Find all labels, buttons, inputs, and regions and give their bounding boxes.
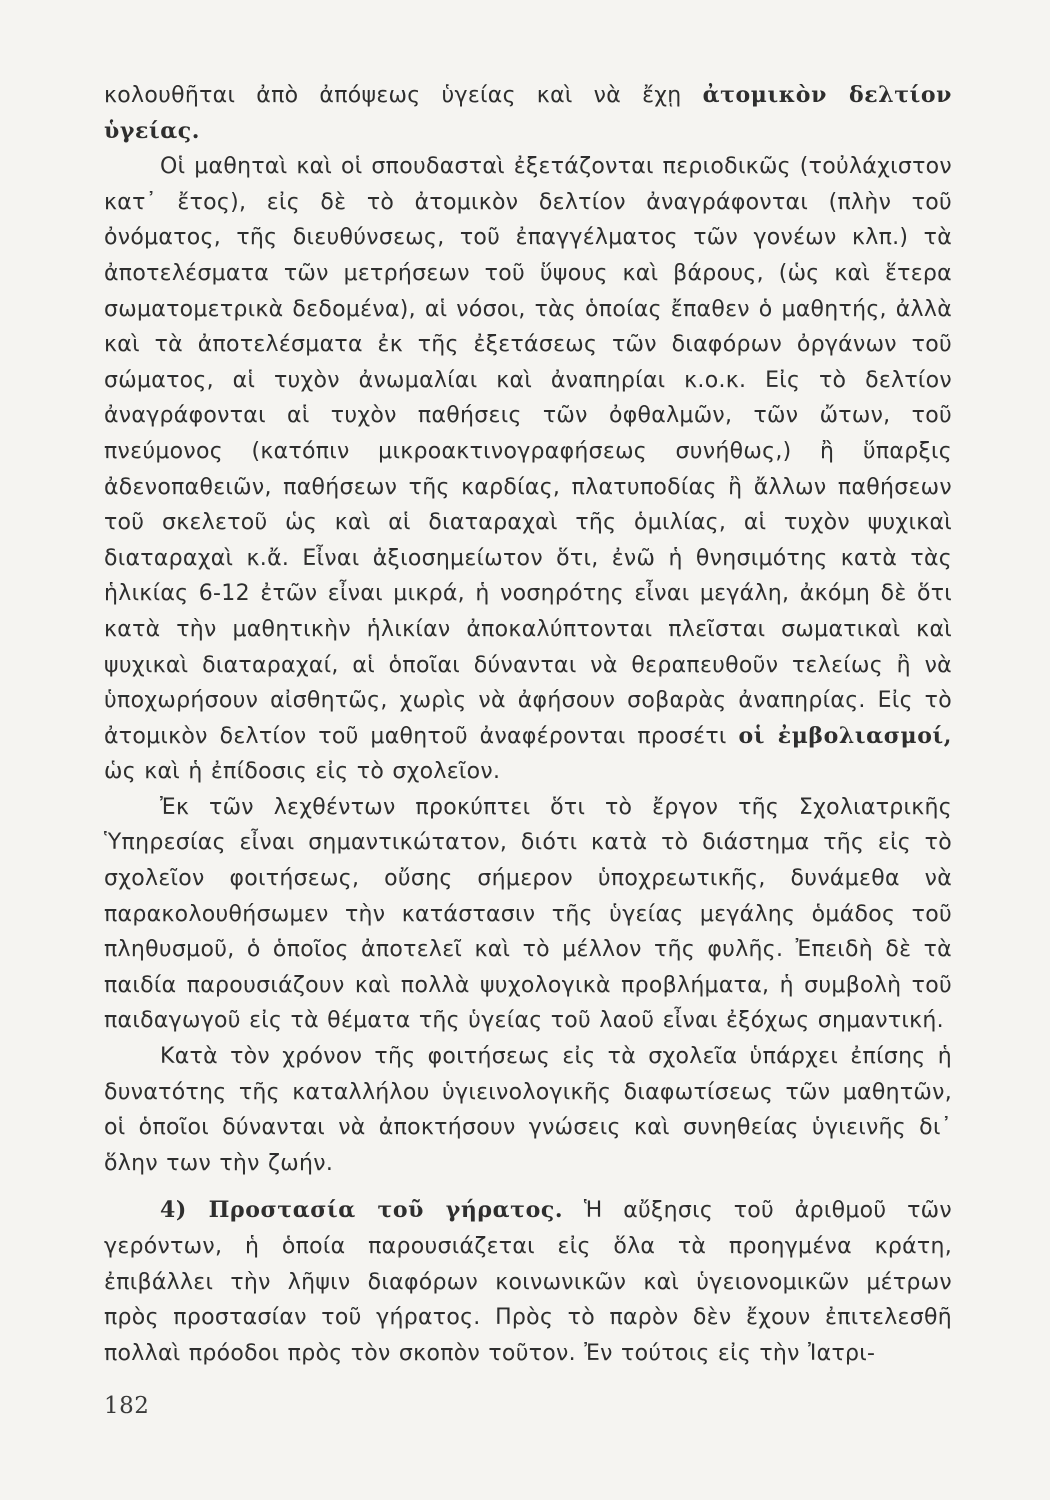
text-run: Οἱ μαθηταὶ καὶ οἱ σπουδασταὶ ἐξετάζονται περιοδικῶς (τοὐλάχιστον κατ᾽ ἔτος), εἰς δὲ τὸ ἀτομικὸν δελτίον ἀναγράφονται (πλὴν τοῦ ὀνόματος, τῆς διευθύνσεως, τοῦ ἐπαγγέλματος τῶν γονέων κλπ.) τὰ ἀποτελέσματα τῶν μετρήσεων τοῦ ὕψους καὶ βάρους, (ὡς καὶ ἕτερα σωματομετρικὰ δεδομένα), αἱ νόσοι, τὰς ὁποίας ἔπαθεν ὁ μαθητής, ἀλλὰ καὶ τὰ ἀποτελέσματα ἐκ τῆς ἐξετάσεως τῶν διαφόρων ὀργάνων τοῦ σώματος, αἱ τυχὸν ἀνωμαλίαι καὶ ἀναπηρίαι κ.ο.κ. Εἰς τὸ δελτίον ἀναγράφονται αἱ τυχὸν παθήσεις τῶν ὀφθαλμῶν, τῶν ὤτων, τοῦ πνεύμονος (κατόπιν μικροακτινογραφήσεως συνήθως,) ἢ ὕπαρξις ἀδενοπαθειῶν, παθήσεων τῆς καρδίας, πλατυποδίας ἢ ἄλλων παθήσεων τοῦ σκελετοῦ ὡς καὶ αἱ διαταραχαὶ τῆς ὁμιλίας, αἱ τυχὸν ψυχικαὶ διαταραχαὶ κ.ἄ. Εἶναι ἀξιοσημείωτον ὅτι, ἐνῶ ἡ θνησιμότης κατὰ τὰς ἡλικίας 6-12 ἐτῶν εἶναι μικρά, ἡ νοσηρότης εἶναι μεγάλη, ἀκόμη δὲ ὅτι κατὰ τὴν μαθητικὴν ἡλικίαν ἀποκαλύπτονται πλεῖσται σωματικαὶ καὶ ψυχικαὶ διαταραχαί, αἱ ὁποῖαι δύνανται νὰ θεραπευθοῦν τελείως ἢ νὰ ὑποχωρήσουν αἰσθητῶς, χωρὶς νὰ ἀφήσουν σοβαρὰς ἀναπηρίας. Εἰς τὸ ἀτομικὸν δελτίον τοῦ μαθητοῦ ἀναφέρονται προσέτι — [104, 154, 952, 749]
bold-term-individual-health-card: ἀτομικὸν δελτίον ὑγείας. — [104, 82, 953, 144]
page-number: 182 — [104, 1393, 150, 1419]
paragraph-health-education — [104, 1039, 952, 1181]
text-run: Ἡ αὔξησις τοῦ ἀριθμοῦ τῶν γερόντων, ἡ ὁποία παρουσιάζεται εἰς ὅλα τὰ προηγμένα κράτη, ἐπιβάλλει τὴν λῆψιν διαφόρων κοινωνικῶν καὶ ὑγειονομικῶν μέτρων πρὸς προστασίαν τοῦ γήρατος. Πρὸς τὸ παρὸν δὲν ἔχουν ἐπιτελεσθῆ πολλαὶ πρόοδοι πρὸς τὸν σκοπὸν τοῦτον. Ἐν τούτοις εἰς τὴν Ἰατρι- — [104, 1198, 952, 1366]
text-run: Κατὰ τὸν χρόνον τῆς φοιτήσεως εἰς τὰ σχολεῖα ὑπάρχει ἐπίσης ἡ δυνατότης τῆς καταλλήλου ὑγιεινολογικῆς διαφωτίσεως τῶν μαθητῶν, οἱ ὁποῖοι δύνανται νὰ ἀποκτήσουν γνώσεις καὶ συνηθείας ὑγιεινῆς δι᾽ ὅλην των τὴν ζωήν. — [104, 1044, 952, 1176]
paragraph-school-examinations — [104, 149, 952, 790]
paragraph-school-health-service — [104, 790, 952, 1039]
paragraph-elderly-protection — [104, 1193, 952, 1371]
body-text — [104, 78, 952, 1371]
text-run: ὡς καὶ ἡ ἐπίδοσις εἰς τὸ σχολεῖον. — [104, 759, 501, 785]
section-gap — [104, 1181, 952, 1193]
text-run: Ἐκ τῶν λεχθέντων προκύπτει ὅτι τὸ ἔργον τῆς Σχολιατρικῆς Ὑπηρεσίας εἶναι σημαντικώτατον, διότι κατὰ τὸ διάστημα τῆς εἰς τὸ σχολεῖον φοιτήσεως, οὔσης σήμερον ὑποχρεωτικῆς, δυνάμεθα νὰ παρακολουθήσωμεν τὴν κατάστασιν τῆς ὑγείας μεγάλης ὁμάδος τοῦ πληθυσμοῦ, ὁ ὁποῖος ἀποτελεῖ καὶ τὸ μέλλον τῆς φυλῆς. Ἐπειδὴ δὲ τὰ παιδία παρουσιάζουν καὶ πολλὰ ψυχολογικὰ προβλήματα, ἡ συμβολὴ τοῦ παιδαγωγοῦ εἰς τὰ θέματα τῆς ὑγείας τοῦ λαοῦ εἶναι ἐξόχως σημαντική. — [104, 794, 952, 1034]
paragraph-continuation — [104, 78, 952, 149]
bold-term-vaccinations: οἱ ἐμβολιασμοί, — [738, 722, 953, 749]
section-heading-elderly-protection: 4) Προστασία τοῦ γήρατος. — [160, 1197, 564, 1224]
text-run: κολουθῆται ἀπὸ ἀπόψεως ὑγείας καὶ νὰ ἔχῃ — [104, 83, 703, 108]
